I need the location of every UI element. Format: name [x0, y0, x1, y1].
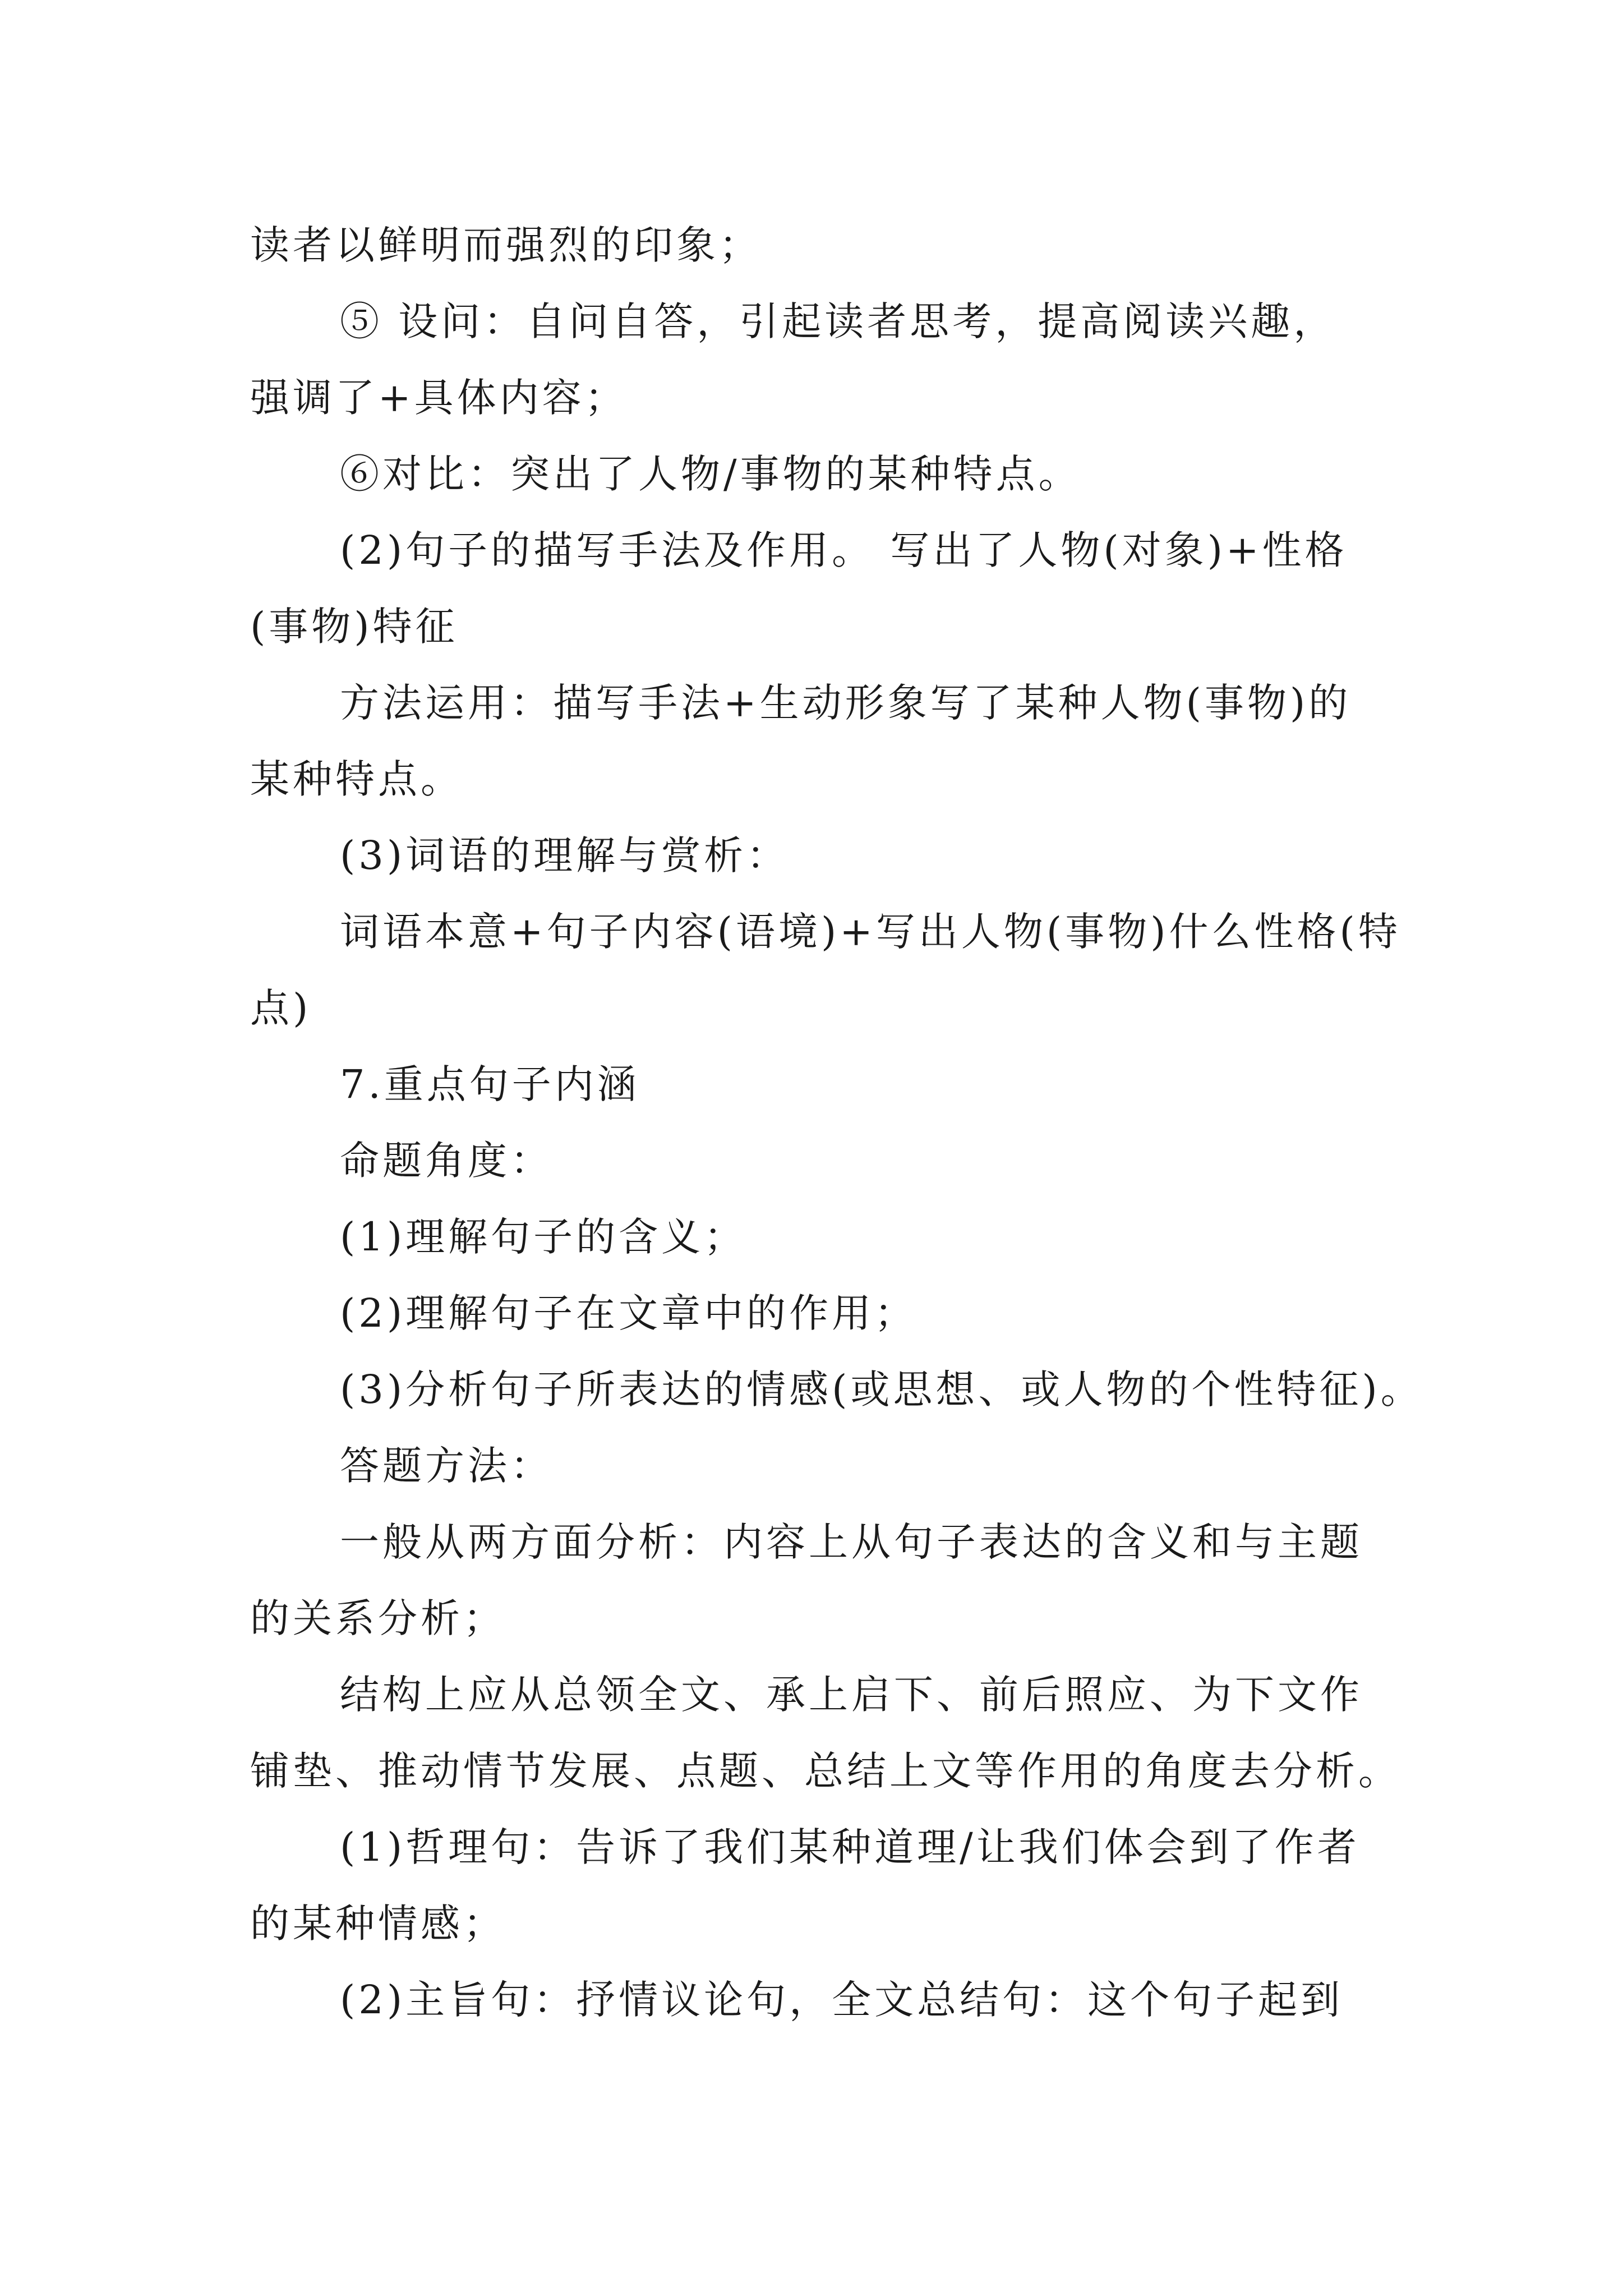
text-line-7: 方法运用：描写手法+生动形象写了某种人物(事物)的	[340, 680, 1352, 726]
text-line-4: ⑥对比：突出了人物/事物的某种特点。	[340, 451, 1081, 497]
text-line-11: 点)	[250, 985, 312, 1031]
text-line-24: (2)主旨句：抒情议论句，全文总结句：这个句子起到	[340, 1977, 1344, 2023]
text-line-19: 的关系分析；	[250, 1595, 506, 1641]
text-line-15: (2)理解句子在文章中的作用；	[340, 1290, 917, 1336]
text-line-6: (事物)特征	[250, 604, 458, 650]
text-line-2: ⑤ 设问：自问自答，引起读者思考，提高阅读兴趣，	[340, 298, 1336, 344]
text-line-23: 的某种情感；	[250, 1901, 506, 1947]
text-line-8: 某种特点。	[250, 756, 463, 802]
text-line-3: 强调了+具体内容；	[250, 375, 628, 421]
text-line-20: 结构上应从总领全文、承上启下、前后照应、为下文作	[340, 1672, 1363, 1718]
text-line-13: 命题角度：	[340, 1138, 553, 1184]
text-line-9: (3)词语的理解与赏析：	[340, 832, 790, 878]
text-line-22: (1)哲理句：告诉了我们某种道理/让我们体会到了作者	[340, 1824, 1360, 1870]
text-line-17: 答题方法：	[340, 1443, 553, 1489]
text-line-14: (1)理解句子的含义；	[340, 1214, 747, 1260]
text-line-18: 一般从两方面分析：内容上从句子表达的含义和与主题	[340, 1519, 1363, 1565]
text-line-5: (2)句子的描写手法及作用。 写出了人物(对象)+性格	[340, 527, 1348, 573]
text-line-1: 读者以鲜明而强烈的印象；	[250, 222, 762, 268]
text-line-10: 词语本意+句子内容(语境)+写出人物(事物)什么性格(特	[340, 909, 1401, 955]
text-line-16: (3)分析句子所表达的情感(或思想、或人物的个性特征)。	[340, 1366, 1423, 1412]
text-line-21: 铺垫、推动情节发展、点题、总结上文等作用的角度去分析。	[250, 1748, 1401, 1794]
text-line-12: 7.重点句子内涵	[340, 1061, 640, 1107]
